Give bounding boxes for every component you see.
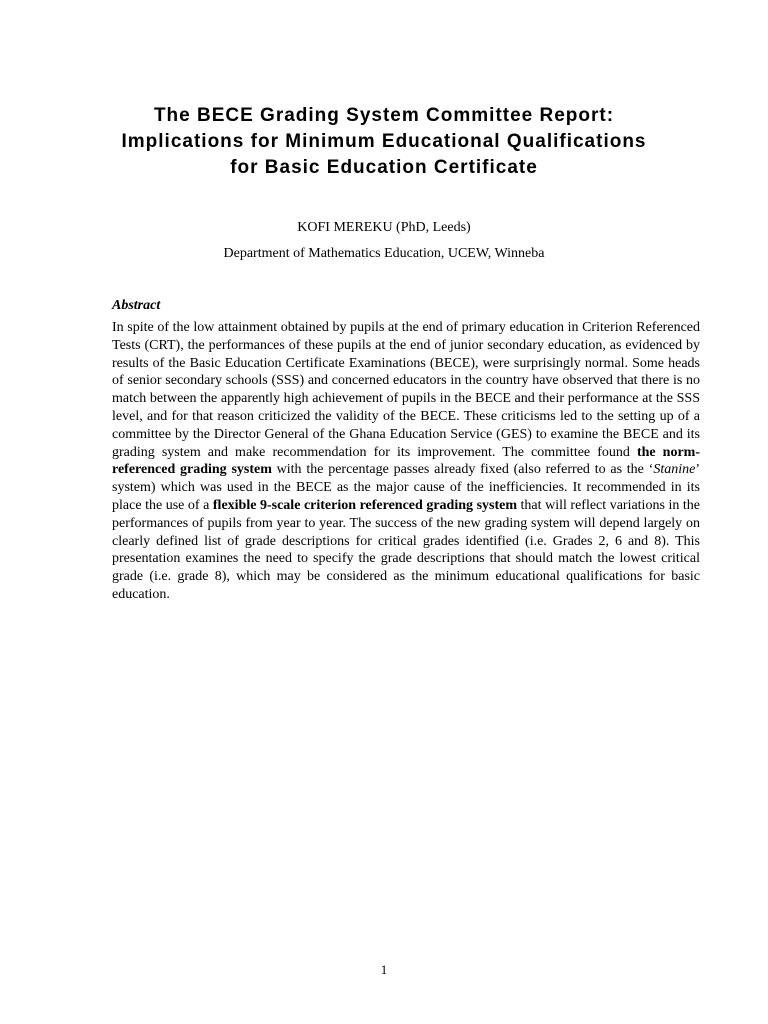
abstract-text: that will reflect variations in the performances of pupils from year to year. The success of the new grading system will depend largely on clearly defined list of grade descriptions for critical grades identified (i.e. Grades 2, 6 and 8). This presentation examines the need to specify the grade descriptions that should match the lowest critical grade (i.e. grade 8), which may be considered as the minimum educational qualifications for basic education. [112,497,700,602]
document-title [60,103,708,181]
author-name: KOFI MEREKU (PhD, Leeds) [297,220,471,235]
abstract-text: In spite of the low attainment obtained by pupils at the end of primary education in Criterion Referenced Tests (CRT), the performances of these pupils at the end of junior secondary education, as evidenced by results of the Basic Education Certificate Examinations (BECE), were surprisingly normal. Some heads of senior secondary schools (SSS) and concerned educators in the country have observed that there is no match between the apparently high achievement of pupils in the BECE and their performance at the SSS level, and for that reason criticized the validity of the BECE. These criticisms led to the setting up of a committee by the Director General of the Ghana Education Service (GES) to examine the BECE and its grading system and make recommendation for its improvement. The committee found [112,320,700,460]
title-line: The BECE Grading System Committee Report: [153,105,615,126]
abstract-text: ’ system) which was used in the BECE as the major cause of the inefficiencies. It recommended in its place the use of a [112,462,700,513]
author-affiliation: Department of Mathematics Education, UCEW, Winneba [223,246,545,261]
abstract-heading: Abstract [112,298,161,313]
abstract-emphasis: flexible 9-scale criterion referenced grading system [212,497,517,513]
abstract-italic-term: Stanine [653,462,696,478]
abstract-body [112,319,700,604]
title-line: Implications for Minimum Educational Qualifications [121,131,647,152]
title-line: for Basic Education Certificate [230,157,538,178]
page-number: 1 [380,962,388,977]
abstract-emphasis: the norm-referenced grading system [112,444,700,478]
abstract-text: with the percentage passes already fixed (also referred to as the ‘ [271,462,654,478]
